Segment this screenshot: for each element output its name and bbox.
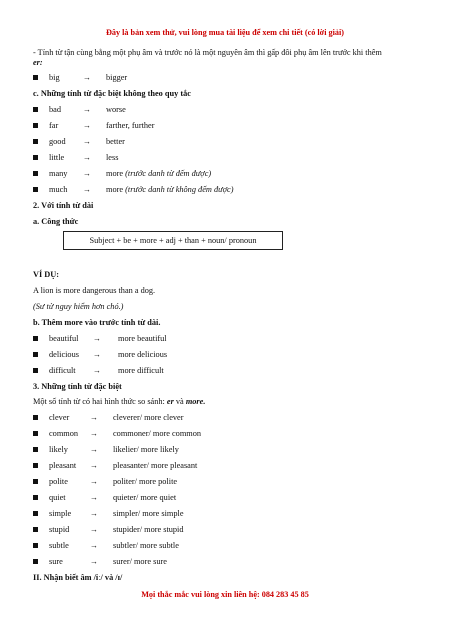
- arrow-icon: →: [90, 413, 98, 422]
- document-body: [33, 48, 423, 583]
- list-item: bad → worse: [33, 105, 423, 115]
- arrow-icon: →: [83, 121, 91, 130]
- irregular-list: [33, 105, 423, 195]
- rule-intro: - Tính từ tận cùng bằng một phụ âm và trước nó là một nguyên âm thì gấp đôi phụ âm lên trước khi thêm er:: [33, 48, 382, 67]
- list-item: likely → likelier/ more likely: [33, 445, 423, 455]
- list-item: simple → simpler/ more simple: [33, 509, 423, 519]
- list-item: delicious → more delicious: [33, 350, 423, 360]
- example-label: VÍ DỤ:: [33, 270, 60, 279]
- section-heading-long: 2. Với tính từ dài: [33, 201, 94, 210]
- bullet-icon: [33, 447, 38, 452]
- bullet-icon: [33, 155, 38, 160]
- bullet-icon: [33, 171, 38, 176]
- bullet-icon: [33, 495, 38, 500]
- list-item: much → more (trước danh từ không đếm được): [33, 185, 423, 195]
- arrow-icon: →: [83, 153, 91, 162]
- contact-footer: Mọi thắc mắc vui lòng xin liên hệ: 084 283 45 85: [141, 590, 309, 599]
- arrow-icon: →: [90, 429, 98, 438]
- section-heading-special: 3. Những tính từ đặc biệt: [33, 382, 122, 391]
- arrow-icon: →: [90, 509, 98, 518]
- list-item: little → less: [33, 153, 423, 163]
- special-list: [33, 413, 423, 567]
- arrow-icon: →: [83, 105, 91, 114]
- bullet-icon: [33, 415, 38, 420]
- arrow-icon: →: [90, 461, 98, 470]
- list-item: beautiful → more beautiful: [33, 334, 423, 344]
- formula-heading: a. Công thức: [33, 217, 79, 226]
- bullet-icon: [33, 527, 38, 532]
- double-consonant-list: [33, 73, 423, 83]
- preview-notice-header: Đây là bản xem thử, vui lòng mua tài liệu để xem chi tiết (có lời giải): [105, 28, 344, 37]
- arrow-icon: →: [90, 541, 98, 550]
- arrow-icon: →: [83, 169, 91, 178]
- arrow-icon: →: [90, 557, 98, 566]
- arrow-icon: →: [83, 185, 91, 194]
- section-heading-irregular: c. Những tính từ đặc biệt không theo quy tắc: [33, 89, 191, 98]
- list-item: far → farther, further: [33, 121, 423, 131]
- list-item: pleasant → pleasanter/ more pleasant: [33, 461, 423, 471]
- list-item: common → commoner/ more common: [33, 429, 423, 439]
- bullet-icon: [33, 336, 38, 341]
- bullet-icon: [33, 107, 38, 112]
- list-item: big → bigger: [33, 73, 423, 83]
- example-english: A lion is more dangerous than a dog.: [33, 286, 156, 295]
- bullet-icon: [33, 187, 38, 192]
- bullet-icon: [33, 352, 38, 357]
- arrow-icon: →: [93, 334, 101, 343]
- formula-box: Subject + be + more + adj + than + noun/ pronoun: [63, 231, 283, 250]
- list-item: subtle → subtler/ more subtle: [33, 541, 423, 551]
- list-item: clever → cleverer/ more clever: [33, 413, 423, 423]
- list-item: good → better: [33, 137, 423, 147]
- arrow-icon: →: [83, 137, 91, 146]
- list-item: stupid → stupider/ more stupid: [33, 525, 423, 535]
- arrow-icon: →: [90, 477, 98, 486]
- section-heading-more: b. Thêm more vào trước tính từ dài.: [33, 318, 161, 327]
- special-intro: Một số tính từ có hai hình thức so sánh: er và more.: [33, 397, 206, 406]
- arrow-icon: →: [90, 525, 98, 534]
- bullet-icon: [33, 139, 38, 144]
- arrow-icon: →: [90, 493, 98, 502]
- list-item: difficult → more difficult: [33, 366, 423, 376]
- arrow-icon: →: [83, 73, 91, 82]
- more-list: [33, 334, 423, 376]
- arrow-icon: →: [90, 445, 98, 454]
- bullet-icon: [33, 463, 38, 468]
- bullet-icon: [33, 559, 38, 564]
- bullet-icon: [33, 368, 38, 373]
- section-heading-ii: II. Nhận biết âm /iː/ và /ɪ/: [33, 573, 123, 582]
- bullet-icon: [33, 479, 38, 484]
- bullet-icon: [33, 75, 38, 80]
- arrow-icon: →: [93, 350, 101, 359]
- list-item: polite → politer/ more polite: [33, 477, 423, 487]
- bullet-icon: [33, 123, 38, 128]
- bullet-icon: [33, 543, 38, 548]
- example-vietnamese: (Sư tử nguy hiểm hơn chó.): [33, 302, 124, 311]
- bullet-icon: [33, 431, 38, 436]
- list-item: sure → surer/ more sure: [33, 557, 423, 567]
- list-item: quiet → quieter/ more quiet: [33, 493, 423, 503]
- bullet-icon: [33, 511, 38, 516]
- arrow-icon: →: [93, 366, 101, 375]
- list-item: many → more (trước danh từ đếm được): [33, 169, 423, 179]
